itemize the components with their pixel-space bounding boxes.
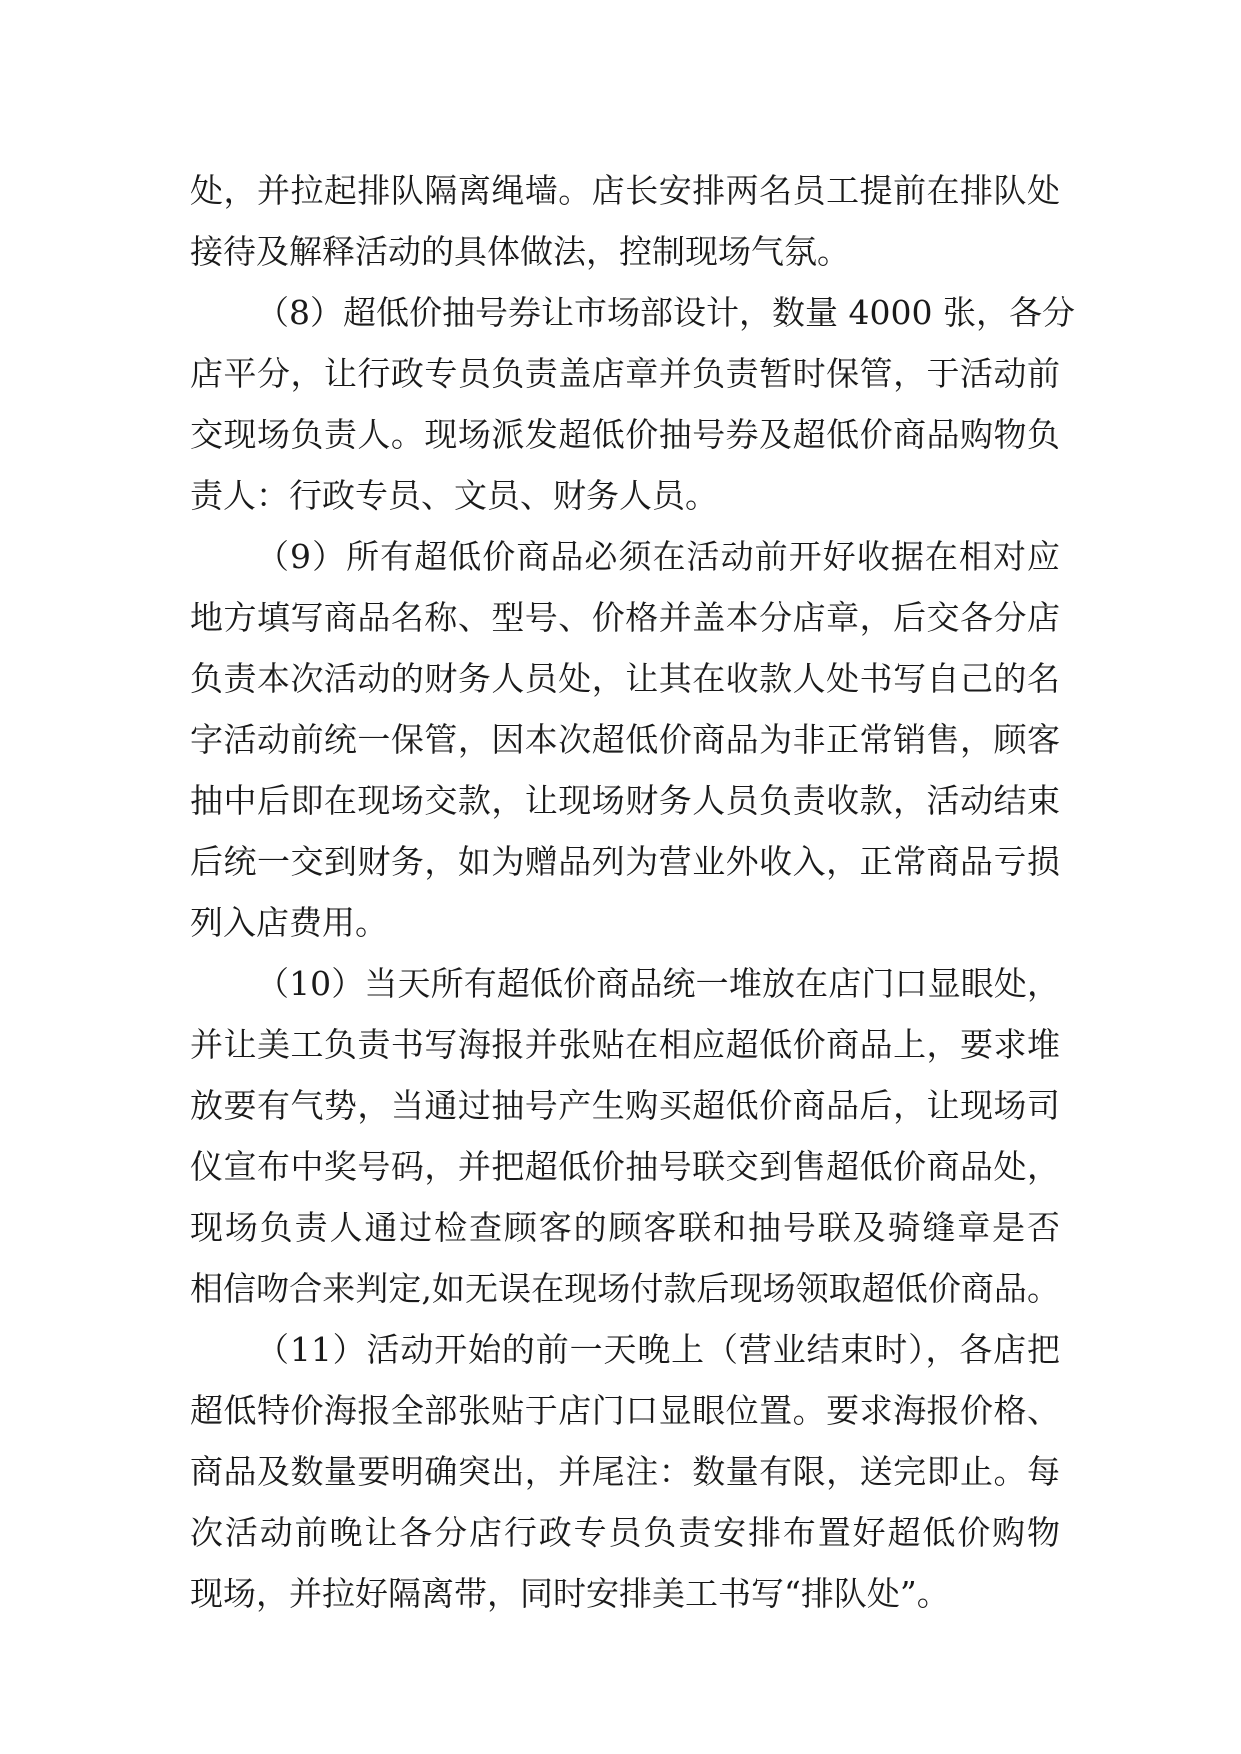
text-line: 交现场负责人。现场派发超低价抽号券及超低价商品购物负 xyxy=(190,415,1060,454)
text-line: 商品及数量要明确突出，并尾注：数量有限，送完即止。每 xyxy=(190,1452,1060,1491)
paragraph-11-start: （11）活动开始的前一天晚上（营业结束时），各店把 xyxy=(256,1330,1060,1369)
paragraph-10-start: （10）当天所有超低价商品统一堆放在店门口显眼处， xyxy=(256,964,1060,1003)
text-line: 字活动前统一保管，因本次超低价商品为非正常销售，顾客 xyxy=(190,720,1060,759)
paragraph-8-start: （8）超低价抽号券让市场部设计，数量 4000 张，各分 xyxy=(256,293,1075,332)
text-line: 仪宣布中奖号码，并把超低价抽号联交到售超低价商品处， xyxy=(190,1147,1060,1186)
text-line: 现场，并拉好隔离带，同时安排美工书写“排队处”。 xyxy=(190,1574,950,1613)
body-text xyxy=(190,160,1075,1624)
text-line: 接待及解释活动的具体做法，控制现场气氛。 xyxy=(190,232,850,271)
text-line: 并让美工负责书写海报并张贴在相应超低价商品上，要求堆 xyxy=(190,1025,1060,1064)
text-line: 次活动前晚让各分店行政专员负责安排布置好超低价购物 xyxy=(190,1513,1060,1552)
text-line: 店平分，让行政专员负责盖店章并负责暂时保管，于活动前 xyxy=(190,354,1060,393)
paragraph-9-start: （9）所有超低价商品必须在活动前开好收据在相对应 xyxy=(256,537,1060,576)
text-line: 责人：行政专员、文员、财务人员。 xyxy=(190,476,718,515)
text-line: 现场负责人通过检查顾客的顾客联和抽号联及骑缝章是否 xyxy=(190,1208,1060,1247)
text-line: 超低特价海报全部张贴于店门口显眼位置。要求海报价格、 xyxy=(190,1391,1060,1430)
text-line: 放要有气势，当通过抽号产生购买超低价商品后，让现场司 xyxy=(190,1086,1060,1125)
text-line: 地方填写商品名称、型号、价格并盖本分店章，后交各分店 xyxy=(190,598,1060,637)
text-line: 抽中后即在现场交款，让现场财务人员负责收款，活动结束 xyxy=(190,781,1060,820)
text-line: 负责本次活动的财务人员处，让其在收款人处书写自己的名 xyxy=(190,659,1060,698)
text-line: 后统一交到财务，如为赠品列为营业外收入，正常商品亏损 xyxy=(190,842,1060,881)
text-line: 相信吻合来判定,如无误在现场付款后现场领取超低价商品。 xyxy=(190,1269,1060,1308)
text-line: 列入店费用。 xyxy=(190,903,388,942)
text-line: 处，并拉起排队隔离绳墙。店长安排两名员工提前在排队处 xyxy=(190,171,1060,210)
